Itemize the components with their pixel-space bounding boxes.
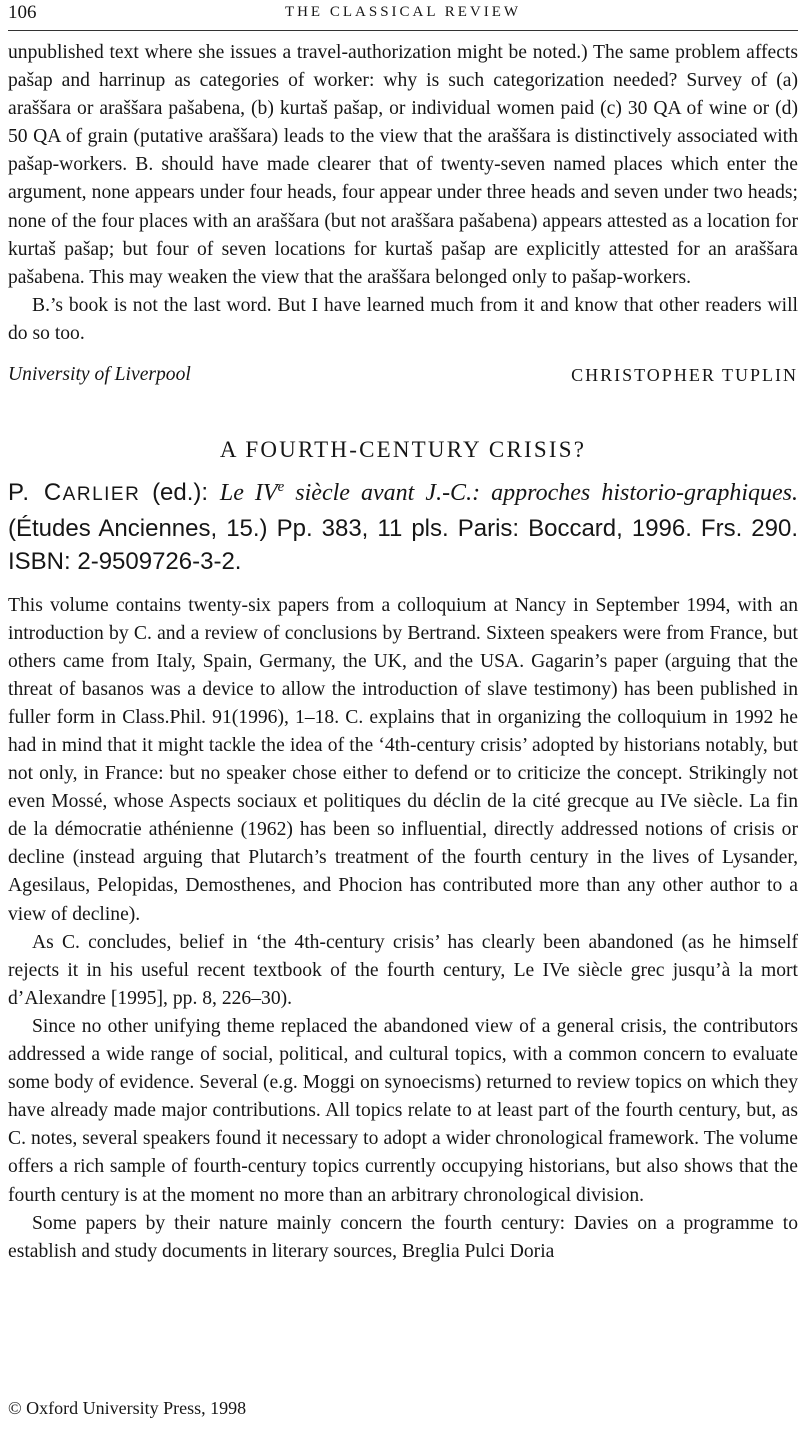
editor-initial: P. C (8, 479, 63, 507)
prev-review-closing-paragraph: B.’s book is not the last word. But I have learned much from it and know that other readers will do so too. (8, 294, 798, 344)
reviewer-name: CHRISTOPHER TUPLIN (571, 365, 798, 386)
review-body (8, 592, 798, 1266)
page-header (8, 0, 798, 31)
reviewer-signature (8, 361, 798, 389)
review-title: A FOURTH-CENTURY CRISIS? (219, 437, 587, 463)
journal-page (8, 0, 798, 1418)
prev-review-paragraph: unpublished text where she issues a travel-authorization might be noted.) The same problem affects pašap and harrinup as categories of worker: why is such categorization needed? Survey of (a) araššara or araššara pašabena, (b) kurtaš pašap, or individual women paid (c) 30 QA of wine or (d) 50 QA of grain (putative araššara) leads to the view that the araššara is distinctively associated with pašap-workers. B. should have made clearer that of twenty-seven named places which enter the argument, none appears under four heads, four appear under three heads and seven under two heads; none of the four places with an araššara (but not araššara pašabena) appears attested as a location for kurtaš pašap; but four of seven locations for kurtaš pašap are explicitly attested for an araššara pašabena. This may weaken the view that the araššara belonged only to pašap-workers. (8, 42, 798, 288)
publication-details: (Études Anciennes, 15.) Pp. 383, 11 pls. Paris: Boccard, 1996. Frs. 290. ISBN: 2-9509726-3-2. (8, 514, 798, 576)
running-title: THE CLASSICAL REVIEW (284, 4, 522, 20)
review-paragraph-1: This volume contains twenty-six papers from a colloquium at Nancy in September 1994, with an introduction by C. and a review of conclusions by Bertrand. Sixteen speakers were from France, but others came from Italy, Spain, Germany, the UK, and the USA. Gagarin’s paper (arguing that the threat of basanos was a device to allow the introduction of slave testimony) has been published in fuller form in Class.Phil. 91(1996), 1–18. C. explains that in organizing the colloquium in 1992 he had in mind that it might tackle the idea of the ‘4th-century crisis’ adopted by historians notably, but not only, in France: but no speaker chose either to defend or to criticize the concept. Strikingly not even Mossé, whose Aspects sociaux et politiques du déclin de la cité grecque au IVe siècle. La fin de la démocratie athénienne (1962) has been so influential, directly addressed notions of crisis or decline (instead arguing that Plutarch’s treatment of the fourth century in the lives of Lysander, Agesilaus, Pelopidas, Demosthenes, and Phocion has contributed more than any other author to a view of decline). (8, 594, 798, 925)
reviewer-institution: University of Liverpool (8, 364, 191, 386)
review-paragraph-3: Since no other unifying theme replaced the abandoned view of a general crisis, the contributors addressed a wide range of social, political, and cultural topics, with a common concern to evaluate some body of evidence. Several (e.g. Moggi on synoecisms) returned to review topics on which they have already made major contributions. All topics relate to at least part of the fourth century, but, as C. notes, several speakers found it necessary to adopt a wider chronological framework. The volume offers a rich sample of fourth-century topics currently occupying historians, but also shows that the fourth century is at the moment no more than an arbitrary chronological division. (8, 1015, 798, 1206)
editor-surname: ARLIER (62, 484, 141, 506)
review-paragraph-4: Some papers by their nature mainly concern the fourth century: Davies on a programme to establish and study documents in literary sources, Breglia Pulci Doria (8, 1212, 798, 1262)
bibliographic-entry (8, 476, 798, 579)
book-title-part-2: siècle avant J.-C.: approches historio-graphiques. (284, 480, 798, 507)
review-paragraph-2: As C. concludes, belief in ‘the 4th-century crisis’ has clearly been abandoned (as he himself rejects it in his useful recent textbook of the fourth century, Le IVe siècle grec jusqu’à la mort d’Alexandre [1995], pp. 8, 226–30). (8, 931, 798, 1009)
book-title-part-1: Le IV (219, 480, 278, 507)
book-title-superscript: e (277, 479, 285, 496)
editor-role: (ed.): (140, 479, 220, 507)
page-number: 106 (8, 2, 37, 23)
copyright-footer: © Oxford University Press, 1998 (8, 1398, 247, 1418)
